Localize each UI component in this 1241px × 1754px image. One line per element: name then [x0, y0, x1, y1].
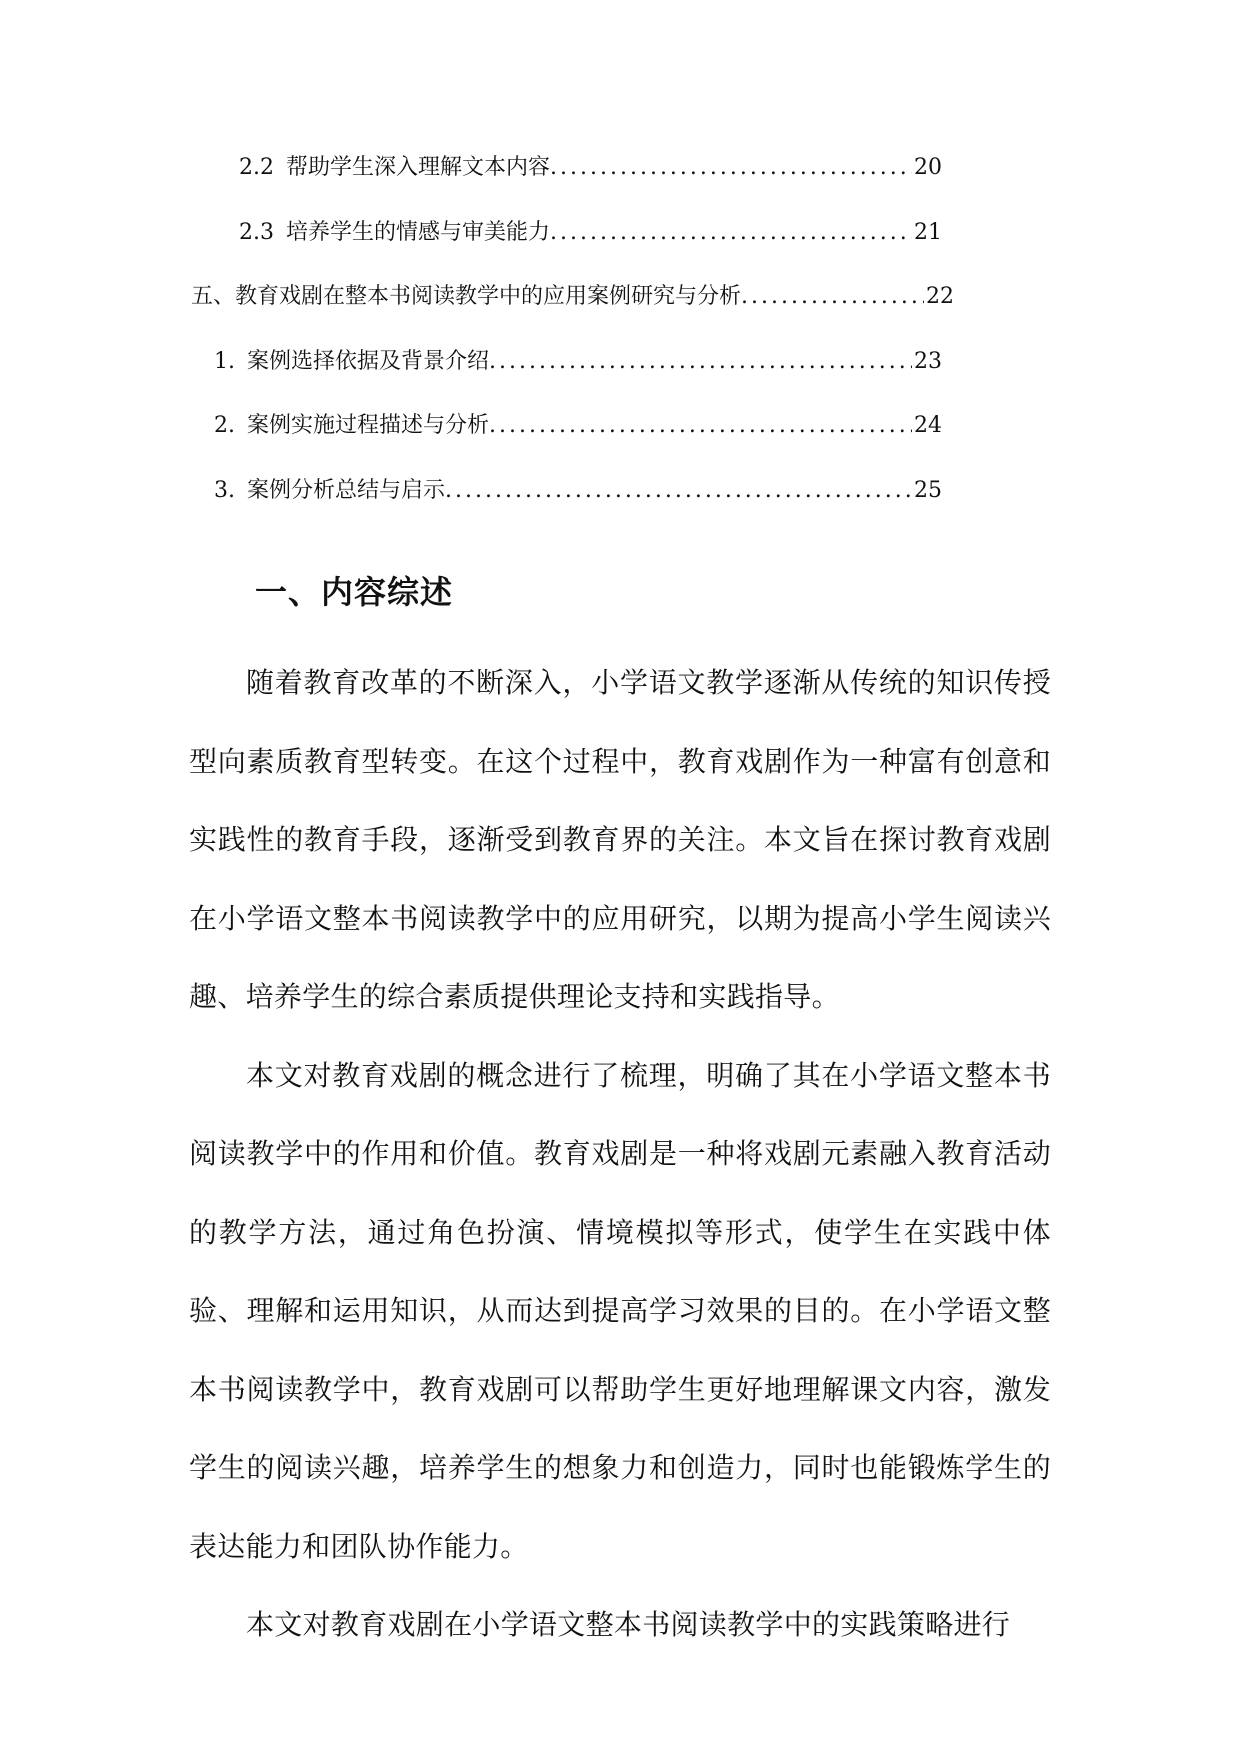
toc-entry[interactable]	[214, 344, 942, 380]
toc-entry-page: 21	[914, 220, 942, 245]
toc-dot-leader	[741, 279, 924, 315]
toc-entry[interactable]	[239, 150, 942, 186]
body-text	[189, 644, 1051, 1665]
toc-entry-title: 案例选择依据及背景介绍	[247, 349, 490, 374]
toc-entry-number: 3.	[214, 478, 235, 503]
paragraph: 本文对教育戏剧在小学语文整本书阅读教学中的实践策略进行	[246, 1608, 1011, 1641]
toc-dot-leader	[489, 408, 912, 444]
toc-dot-leader	[550, 150, 912, 186]
toc-dot-leader	[445, 473, 912, 509]
toc-entry-page: 25	[914, 478, 942, 503]
toc-entry-number: 2.	[214, 413, 235, 438]
toc-entry-title: 案例分析总结与启示	[247, 478, 446, 503]
toc-dot-leader	[489, 344, 912, 380]
toc-entry-page: 20	[914, 155, 942, 180]
toc-entry-page: 24	[914, 413, 942, 438]
toc-entry-page: 23	[914, 349, 942, 374]
toc-entry-title: 帮助学生深入理解文本内容	[286, 155, 551, 180]
toc-entry-page: 22	[926, 284, 954, 309]
toc-entry-title: 培养学生的情感与审美能力	[286, 220, 551, 245]
paragraph: 本文对教育戏剧的概念进行了梳理，明确了其在小学语文整本书阅读教学中的作用和价值。教育戏剧是一种将戏剧元素融入教育活动的教学方法，通过角色扮演、情境模拟等形式，使学生在实践中体验、理解和运用知识，从而达到提高学习效果的目的。在小学语文整本书阅读教学中，教育戏剧可以帮助学生更好地理解课文内容，激发学生的阅读兴趣，培养学生的想象力和创造力，同时也能锻炼学生的表达能力和团队协作能力。	[189, 1058, 1051, 1563]
toc-entry-number: 1.	[214, 349, 235, 374]
toc-entry[interactable]	[191, 279, 954, 315]
toc-entry[interactable]	[214, 408, 942, 444]
toc-entry-title: 案例实施过程描述与分析	[247, 413, 490, 438]
toc-entry[interactable]	[214, 473, 942, 509]
toc-entry[interactable]	[239, 215, 942, 251]
toc-dot-leader	[550, 215, 912, 251]
toc-entry-number: 2.2	[239, 155, 274, 180]
paragraph: 随着教育改革的不断深入，小学语文教学逐渐从传统的知识传授型向素质教育型转变。在这个过程中，教育戏剧作为一种富有创意和实践性的教育手段，逐渐受到教育界的关注。本文旨在探讨教育戏剧在小学语文整本书阅读教学中的应用研究，以期为提高小学生阅读兴趣、培养学生的综合素质提供理论支持和实践指导。	[189, 666, 1051, 1013]
toc-entry-title: 五、教育戏剧在整本书阅读教学中的应用案例研究与分析	[191, 284, 742, 309]
section-heading: 一、内容综述	[255, 573, 454, 611]
toc-entry-number: 2.3	[239, 220, 274, 245]
